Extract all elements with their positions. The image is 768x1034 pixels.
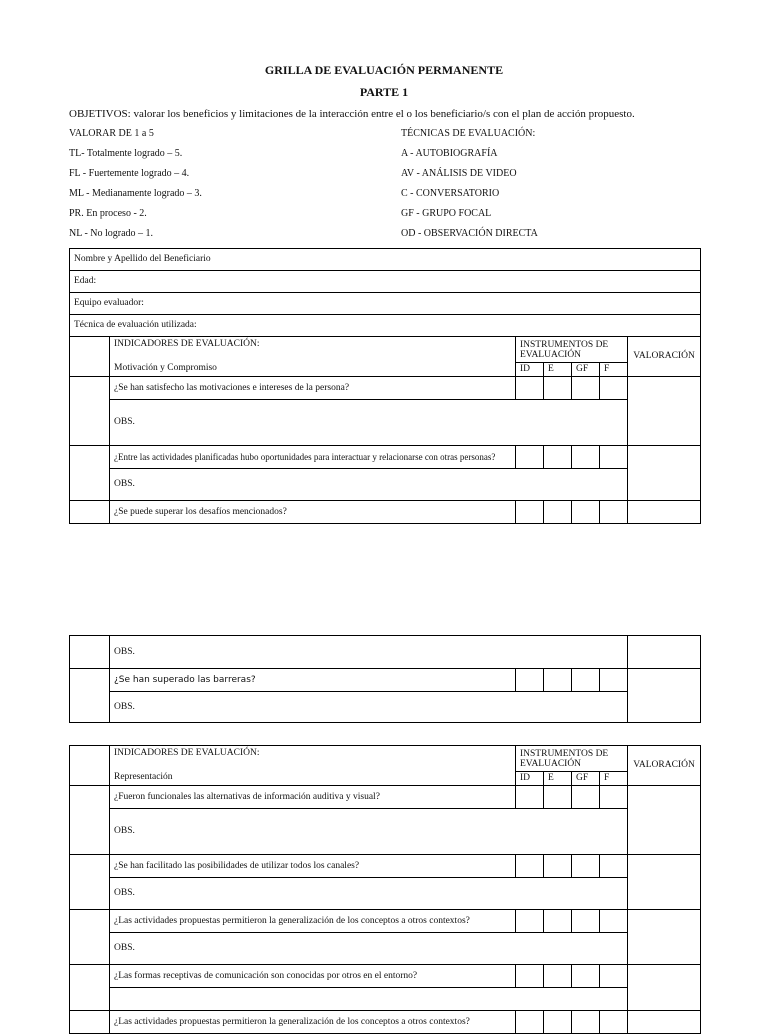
indicators-header-cell (110, 337, 516, 377)
row-number-cell (70, 855, 110, 910)
check-cell-e[interactable] (544, 377, 572, 400)
scale-item: TL- Totalmente logrado – 5. (69, 148, 183, 159)
check-cell-gf[interactable] (572, 501, 600, 524)
question-cell: ¿Se han superado las barreras? (110, 669, 516, 692)
check-cell-id[interactable] (516, 965, 544, 988)
obs-cell[interactable]: OBS. (110, 878, 628, 910)
obs-cell[interactable]: OBS. (110, 469, 628, 501)
valoracion-cell[interactable] (628, 1011, 701, 1034)
question-cell: ¿Se puede superar los desafíos mencionados? (110, 501, 516, 524)
check-cell-e[interactable] (544, 446, 572, 469)
scale-item: PR. En proceso - 2. (69, 208, 147, 219)
check-cell-f[interactable] (600, 377, 628, 400)
instrument-col-f: F (600, 772, 628, 786)
valoracion-cell[interactable] (628, 965, 701, 1011)
instrument-col-gf: GF (572, 772, 600, 786)
indicators-heading: INDICADORES DE EVALUACIÓN: (114, 748, 260, 758)
instrument-col-id: ID (516, 772, 544, 786)
objectives-text: OBJETIVOS: valorar los beneficios y limitaciones de la interacción entre el o los beneficiario/s con el plan de acción propuesto. (69, 108, 635, 120)
check-cell-id[interactable] (516, 786, 544, 809)
check-cell-f[interactable] (600, 446, 628, 469)
instruments-heading: INSTRUMENTOS DE EVALUACIÓN (516, 337, 628, 363)
valoracion-heading: VALORACIÓN (628, 337, 701, 377)
obs-cell[interactable]: OBS. (110, 933, 628, 965)
technique-used-field[interactable]: Técnica de evaluación utilizada: (70, 315, 701, 337)
valoracion-cell[interactable] (628, 446, 701, 501)
document-subtitle: PARTE 1 (359, 85, 409, 99)
evaluator-team-field[interactable]: Equipo evaluador: (70, 293, 701, 315)
beneficiary-name-field[interactable]: Nombre y Apellido del Beneficiario (70, 249, 701, 271)
check-cell-gf[interactable] (572, 855, 600, 878)
obs-cell[interactable]: OBS. (110, 400, 628, 446)
obs-cell[interactable]: OBS. (110, 692, 628, 723)
obs-cell-empty[interactable] (110, 988, 628, 1011)
instrument-col-id: ID (516, 363, 544, 377)
instrument-col-f: F (600, 363, 628, 377)
category-label: Representación (114, 772, 173, 782)
check-cell-gf[interactable] (572, 377, 600, 400)
scale-item: NL - No logrado – 1. (69, 228, 154, 239)
check-cell-f[interactable] (600, 1011, 628, 1034)
check-cell-id[interactable] (516, 501, 544, 524)
check-cell-id[interactable] (516, 446, 544, 469)
check-cell-gf[interactable] (572, 669, 600, 692)
evaluation-table-part1-continued (69, 635, 701, 723)
check-cell-f[interactable] (600, 910, 628, 933)
check-cell-e[interactable] (544, 855, 572, 878)
check-cell-e[interactable] (544, 910, 572, 933)
row-number-cell (70, 377, 110, 446)
check-cell-f[interactable] (600, 786, 628, 809)
technique-item: AV - ANÁLISIS DE VIDEO (401, 168, 517, 179)
age-field[interactable]: Edad: (70, 271, 701, 293)
instrument-col-gf: GF (572, 363, 600, 377)
check-cell-id[interactable] (516, 1011, 544, 1034)
check-cell-e[interactable] (544, 669, 572, 692)
check-cell-id[interactable] (516, 855, 544, 878)
row-number-cell (70, 337, 110, 377)
instrument-col-e: E (544, 363, 572, 377)
category-label: Motivación y Compromiso (114, 363, 217, 373)
check-cell-e[interactable] (544, 501, 572, 524)
scale-item: FL - Fuertemente logrado – 4. (69, 168, 190, 179)
row-number-cell (70, 636, 110, 669)
check-cell-gf[interactable] (572, 910, 600, 933)
check-cell-gf[interactable] (572, 965, 600, 988)
check-cell-f[interactable] (600, 669, 628, 692)
indicators-header-cell (110, 746, 516, 786)
techniques-heading: TÉCNICAS DE EVALUACIÓN: (401, 128, 536, 139)
question-cell: ¿Las actividades propuestas permitieron la generalización de los conceptos a otros contextos? (110, 1011, 516, 1034)
valoracion-cell[interactable] (628, 910, 701, 965)
check-cell-id[interactable] (516, 377, 544, 400)
indicators-heading: INDICADORES DE EVALUACIÓN: (114, 339, 260, 349)
technique-item: GF - GRUPO FOCAL (401, 208, 492, 219)
evaluation-table-representation (69, 745, 701, 1034)
row-number-cell (70, 1011, 110, 1034)
check-cell-gf[interactable] (572, 1011, 600, 1034)
question-cell: ¿Entre las actividades planificadas hubo oportunidades para interactuar y relacionarse con otras personas? (110, 446, 516, 469)
evaluation-table-part1 (69, 248, 701, 524)
document-title: GRILLA DE EVALUACIÓN PERMANENTE (264, 63, 504, 77)
check-cell-e[interactable] (544, 965, 572, 988)
check-cell-f[interactable] (600, 501, 628, 524)
scale-item: ML - Medianamente logrado – 3. (69, 188, 202, 199)
valoracion-cell[interactable] (628, 669, 701, 723)
instruments-heading: INSTRUMENTOS DE EVALUACIÓN (516, 746, 628, 772)
question-cell: ¿Las formas receptivas de comunicación son conocidas por otros en el entorno? (110, 965, 516, 988)
row-number-cell (70, 669, 110, 723)
row-number-cell (70, 501, 110, 524)
check-cell-id[interactable] (516, 669, 544, 692)
row-number-cell (70, 786, 110, 855)
valoracion-heading: VALORACIÓN (628, 746, 701, 786)
scale-heading: VALORAR DE 1 a 5 (69, 128, 154, 139)
valoracion-cell[interactable] (628, 501, 701, 524)
question-cell: ¿Se han satisfecho las motivaciones e intereses de la persona? (110, 377, 516, 400)
valoracion-cell[interactable] (628, 377, 701, 446)
question-cell: ¿Se han facilitado las posibilidades de utilizar todos los canales? (110, 855, 516, 878)
instrument-col-e: E (544, 772, 572, 786)
obs-cell[interactable]: OBS. (110, 636, 628, 669)
question-cell: ¿Fueron funcionales las alternativas de información auditiva y visual? (110, 786, 516, 809)
check-cell-e[interactable] (544, 1011, 572, 1034)
row-number-cell (70, 746, 110, 786)
row-number-cell (70, 446, 110, 501)
technique-item: C - CONVERSATORIO (401, 188, 500, 199)
question-cell: ¿Las actividades propuestas permitieron la generalización de los conceptos a otros contextos? (110, 910, 516, 933)
valoracion-cell[interactable] (628, 855, 701, 910)
technique-item: OD - OBSERVACIÓN DIRECTA (401, 228, 538, 239)
check-cell-f[interactable] (600, 965, 628, 988)
valoracion-cell[interactable] (628, 786, 701, 855)
check-cell-gf[interactable] (572, 446, 600, 469)
check-cell-gf[interactable] (572, 786, 600, 809)
obs-cell[interactable]: OBS. (110, 809, 628, 855)
row-number-cell (70, 965, 110, 1011)
row-number-cell (70, 910, 110, 965)
valoracion-cell[interactable] (628, 636, 701, 669)
check-cell-f[interactable] (600, 855, 628, 878)
technique-item: A - AUTOBIOGRAFÍA (401, 148, 498, 159)
check-cell-id[interactable] (516, 910, 544, 933)
check-cell-e[interactable] (544, 786, 572, 809)
